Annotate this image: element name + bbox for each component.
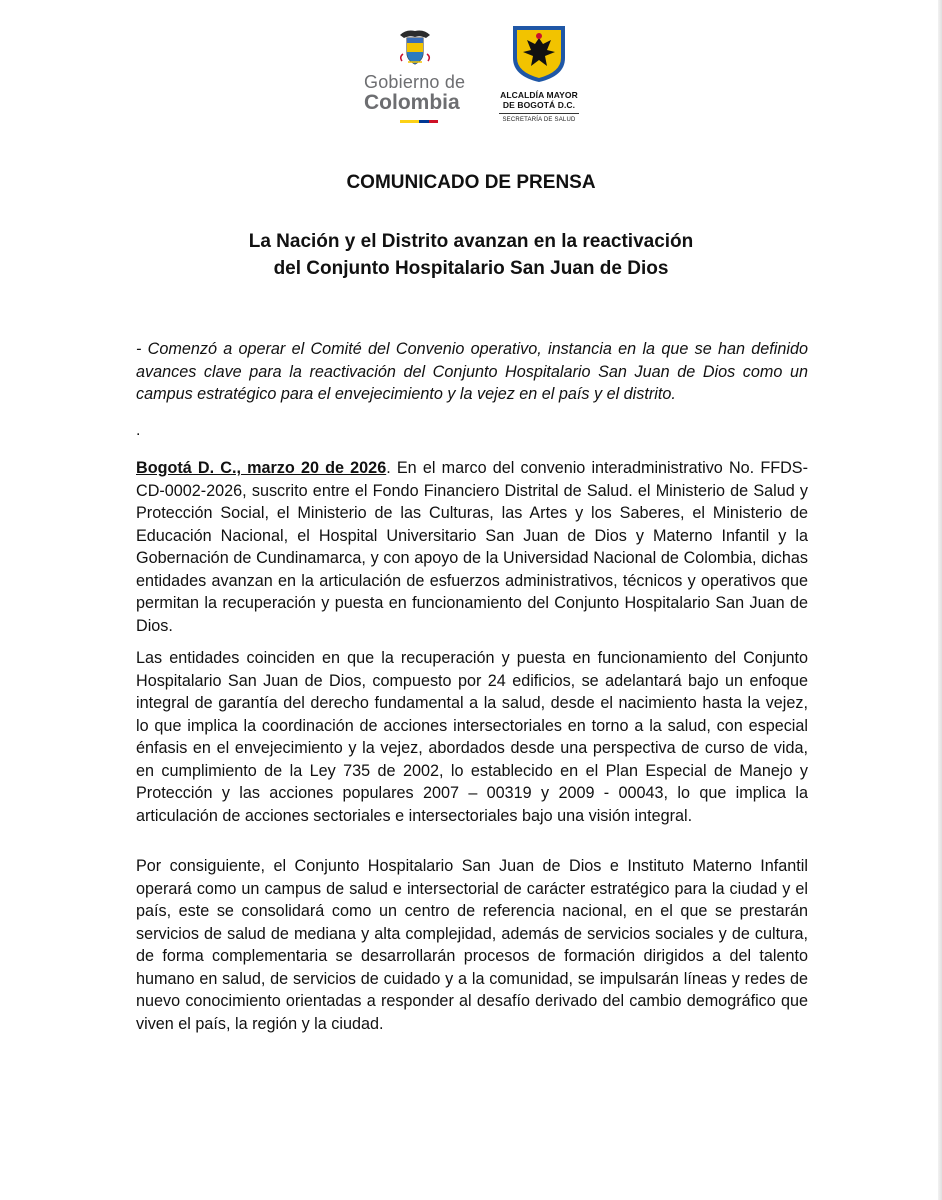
body-paragraph-1 xyxy=(136,457,808,637)
headline-line-1: La Nación y el Distrito avanzan en la reactivación xyxy=(248,231,694,252)
document-type-heading: COMUNICADO DE PRENSA xyxy=(346,172,596,193)
colombia-coat-of-arms-icon xyxy=(396,26,434,66)
colombia-flag-stripe xyxy=(400,120,438,123)
bogota-logo-line1: ALCALDÍA MAYOR xyxy=(500,90,578,100)
body-paragraph-2: Las entidades coinciden en que la recuperación y puesta en funcionamiento del Conjunto Hospitalario San Juan de Dios, compuesto por 24 edificios, se adelantará bajo un enfoque integral de garantía del derecho fundamental a la salud, desde el nacimiento hasta la vejez, lo que implica la coordinación de acciones intersectoriales en torno a la salud, con especial énfasis en el envejecimiento y la vejez, abordados desde una perspectiva de curso de vida, en cumplimiento de la Ley 735 de 2002, lo establecido en el Plan Especial de Manejo y Protección y las acciones populares 2007 – 00319 y 2009 - 00043, lo que implica la articulación de acciones sectoriales e intersectoriales bajo una visión integral. xyxy=(136,649,808,825)
body-paragraph-3: Por consiguiente, el Conjunto Hospitalario San Juan de Dios e Instituto Materno Infantil operará como un campus de salud e intersectorial de carácter estratégico para la ciudad y el país, este se consolidará como un centro de referencia nacional, en el que se prestarán servicios de salud de mediana y alta complejidad, además de servicios sociales y de cultura, de forma complementaria se desarrollarán procesos de formación dirigidos a del talento humano en salud, de servicios de cuidado y a la comunidad, se impulsarán líneas y redes de nuevo conocimiento orientadas a responder al desafío derivado del cambio demográfico que viven el país, la región y la ciudad. xyxy=(136,857,808,1033)
gobierno-logo-line1: Gobierno de xyxy=(364,72,466,92)
gobierno-logo-line2: Colombia xyxy=(364,91,460,114)
press-release-headline xyxy=(0,228,942,282)
bogota-logo-divider xyxy=(499,113,579,114)
bogota-shield-icon xyxy=(511,24,567,84)
paragraph-1-text: . En el marco del convenio interadministrativo No. FFDS-CD-0002-2026, suscrito entre el Fondo Financiero Distrital de Salud. el Ministerio de Salud y Protección Social, el Ministerio de las Culturas, las Artes y los Saberes, el Ministerio de Educación Nacional, el Hospital Universitario San Juan de Dios y Materno Infantil y la Gobernación de Cundinamarca, y con apoyo de la Universidad Nacional de Colombia, dichas entidades avanzan en la articulación de esfuerzos administrativos, técnicos y operativos que permitan la recuperación y puesta en funcionamiento del Conjunto Hospitalario San Juan de Dios. xyxy=(136,459,808,635)
separator-dot: . xyxy=(136,422,141,439)
alcaldia-bogota-logo xyxy=(494,24,584,124)
headline-line-2: del Conjunto Hospitalario San Juan de Dios xyxy=(273,258,669,279)
lead-summary: - Comenzó a operar el Comité del Convenio operativo, instancia en la que se han definido avances clave para la reactivación del Conjunto Hospitalario San Juan de Dios como un campus estratégico para el envejecimiento y la vejez en el país y el distrito. xyxy=(136,340,808,403)
bogota-logo-line2: DE BOGOTÁ D.C. xyxy=(502,100,576,110)
bogota-logo-line3: SECRETARÍA DE SALUD xyxy=(502,117,576,123)
dateline: Bogotá D. C., marzo 20 de 2026 xyxy=(136,459,387,477)
gobierno-colombia-logo xyxy=(360,26,470,123)
